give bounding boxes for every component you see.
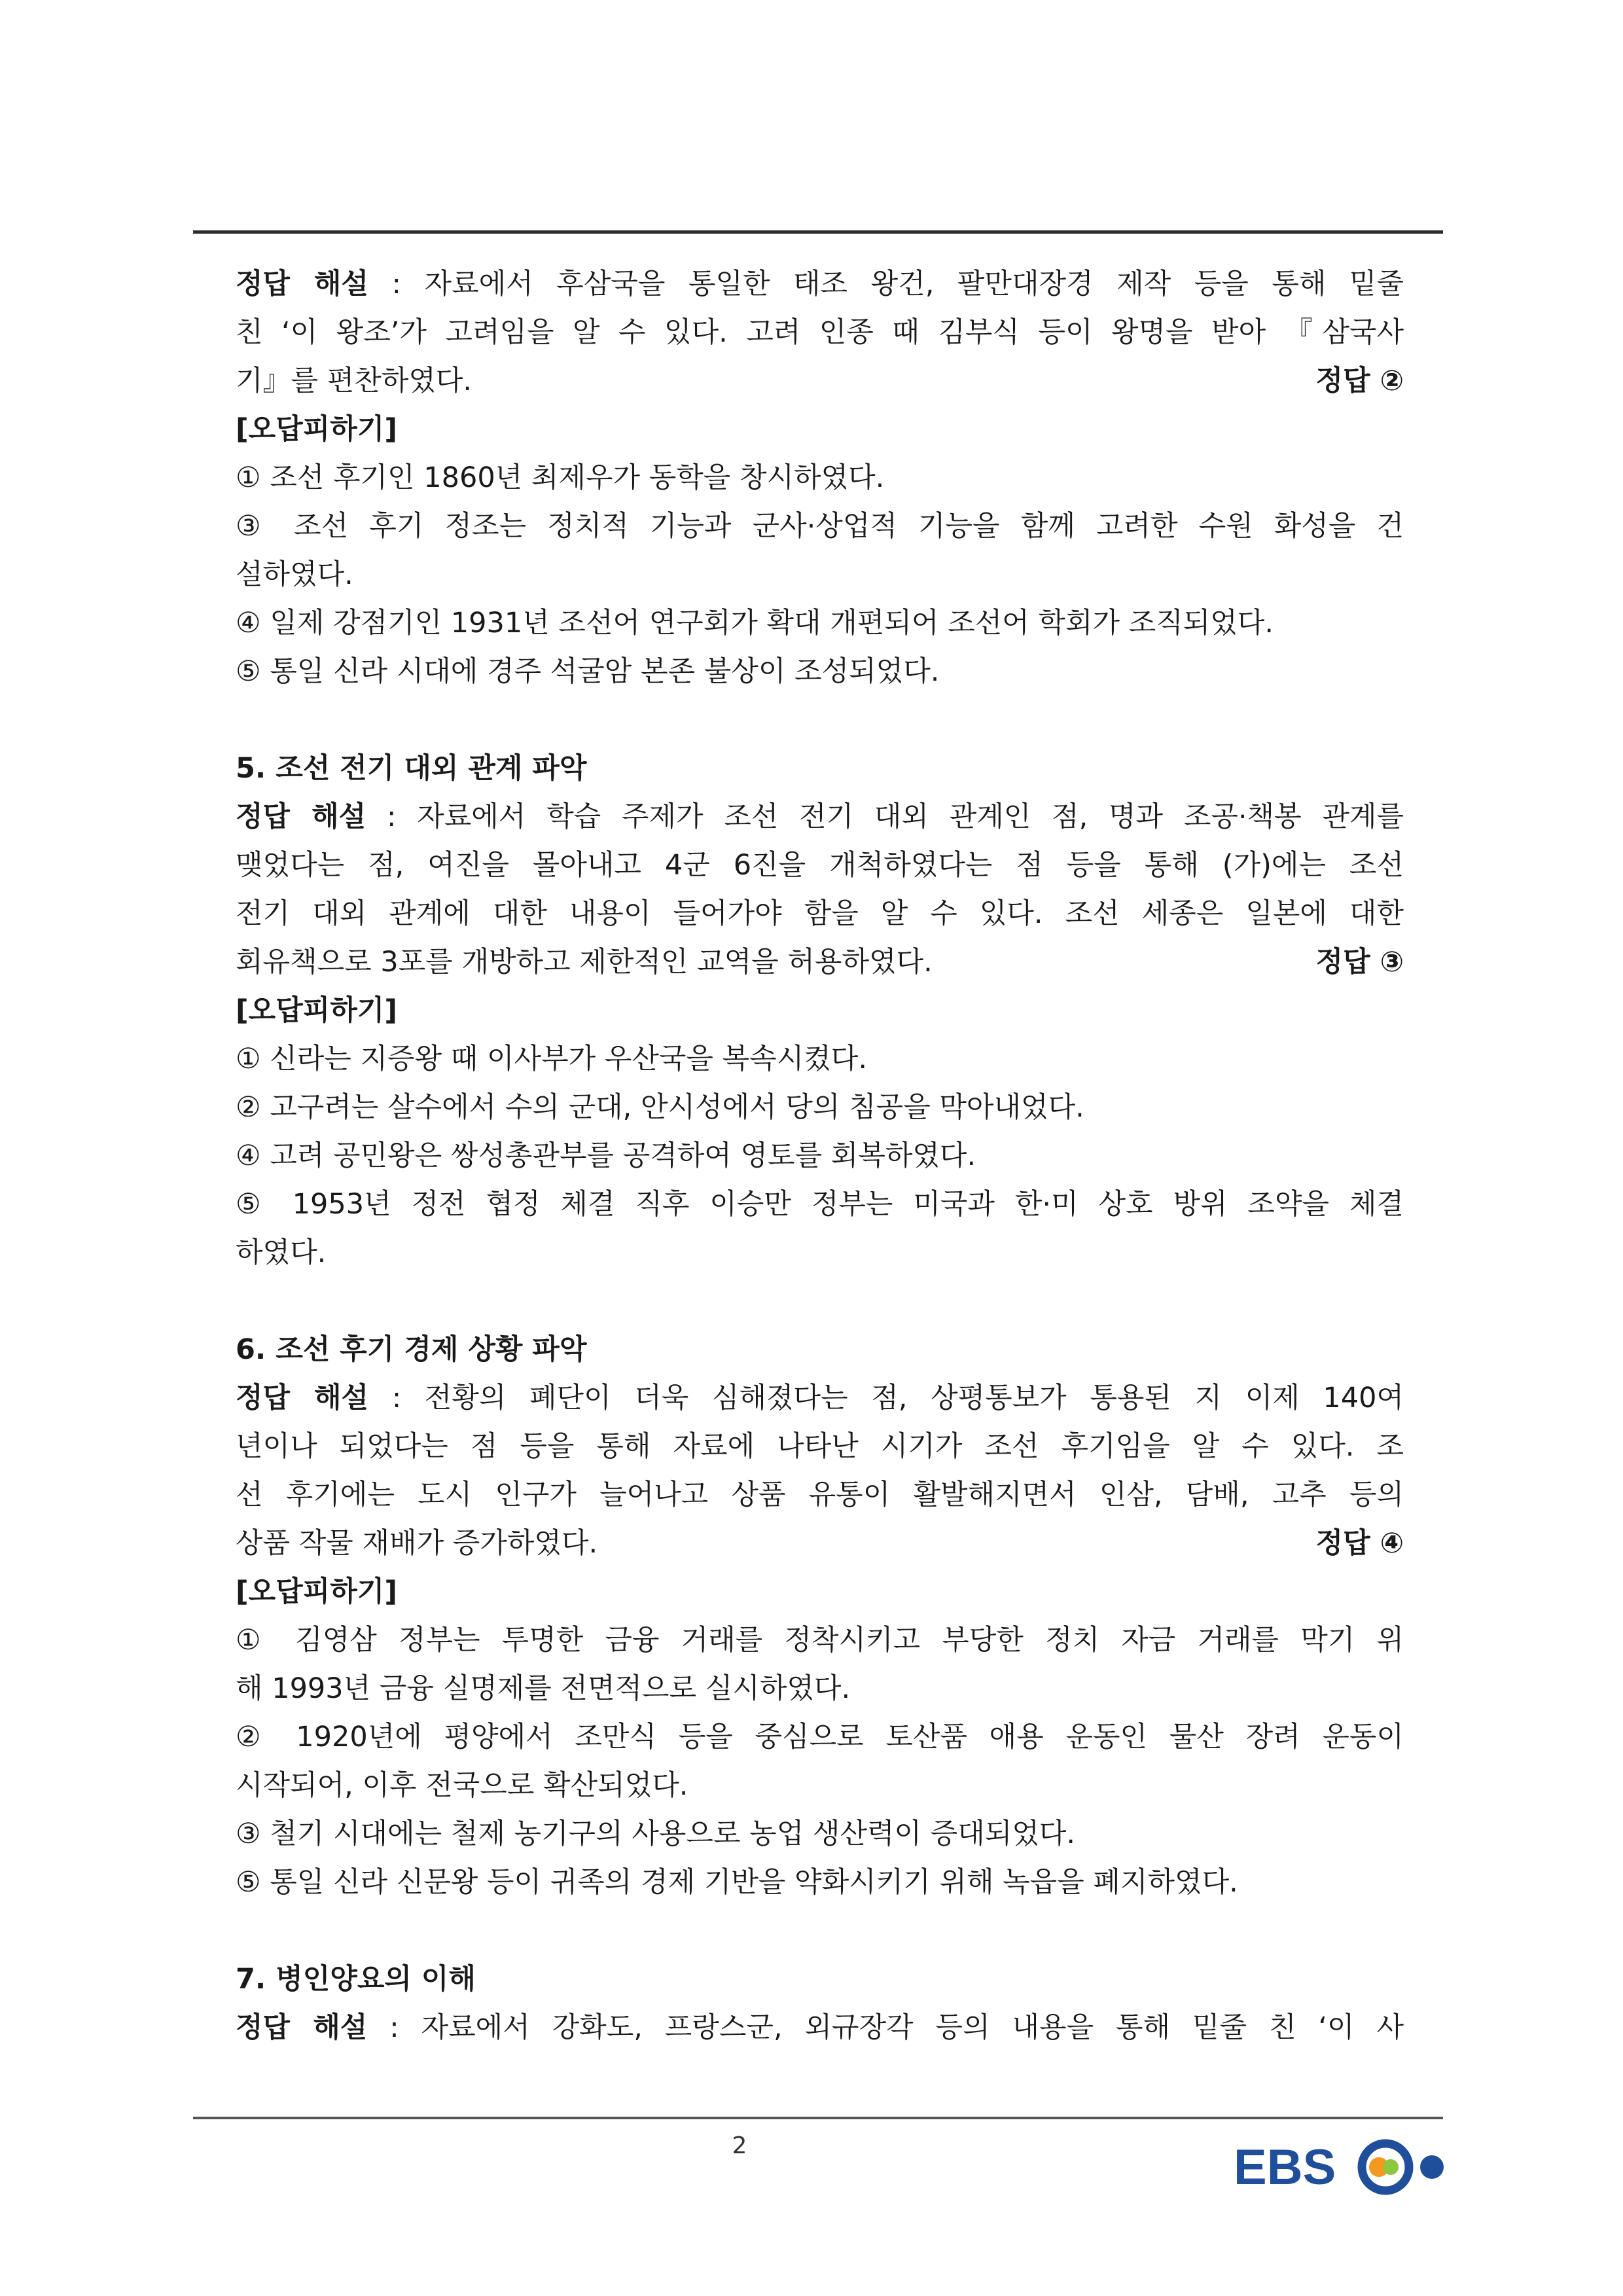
wrong-answer-item: ① 김영삼 정부는 투명한 금융 거래를 정착시키고 부당한 정치 자금 거래를 막기 위 [236,1624,1404,1657]
section-heading: 5. 조선 전기 대외 관계 파악 [236,752,587,785]
answer-label: 정답 ③ [1315,946,1404,978]
explanation-label: 정답 해설 [236,1382,369,1414]
wrong-answer-item: ② 고구려는 살수에서 수의 군대, 안시성에서 당의 침공을 막아내었다. [236,1091,1084,1124]
explanation-line: 정답 해설 : 자료에서 강화도, 프랑스군, 외규장각 등의 내용을 통해 밑줄 친 ‘이 사 [236,2011,1404,2044]
wrong-answer-item: ③ 조선 후기 정조는 정치적 기능과 군사·상업적 기능을 함께 고려한 수원 화성을 건 [236,510,1404,543]
wrong-answer-item-cont: 설하였다. [236,558,353,591]
explanation-line: 년이나 되었다는 점 등을 통해 자료에 나타난 시기가 조선 후기임을 알 수 있다. 조 [236,1430,1404,1463]
footer-rule [193,2117,1443,2119]
ebs-logo-icon [1234,2130,1456,2202]
section-heading: 7. 병인양요의 이해 [236,1963,476,1996]
section-heading: 6. 조선 후기 경제 상황 파악 [236,1333,587,1366]
wrong-answer-item-cont: 하였다. [236,1236,327,1269]
wrong-answer-item: ① 조선 후기인 1860년 최제우가 동학을 창시하였다. [236,461,885,494]
explanation-line: 상품 작물 재배가 증가하였다. 정답 ④ [236,1521,1404,1566]
explanation-line: 전기 대외 관계에 대한 내용이 들어가야 함을 알 수 있다. 조선 세종은 일본에 대한 [236,897,1404,930]
wrong-answer-item: ⑤ 1953년 정전 협정 체결 직후 이승만 정부는 미국과 한·미 상호 방위 조약을 체결 [236,1188,1404,1221]
answer-label: 정답 ② [1315,365,1404,397]
wrong-answer-item: ① 신라는 지증왕 때 이사부가 우산국을 복속시켰다. [236,1043,867,1075]
answer-label: 정답 ④ [1315,1527,1404,1560]
wrong-answer-heading: [오답피하기] [236,994,397,1027]
page-number: 2 [732,2132,747,2159]
wrong-answer-item: ② 1920년에 평양에서 조만식 등을 중심으로 토산품 애용 운동인 물산 장려 운동이 [236,1721,1404,1753]
wrong-answer-item: ③ 철기 시대에는 철제 농기구의 사용으로 농업 생산력이 증대되었다. [236,1818,1076,1850]
explanation-label: 정답 해설 [236,268,368,300]
wrong-answer-item: ④ 일제 강점기인 1931년 조선어 연구회가 확대 개편되어 조선어 학회가 조직되었다. [236,607,1274,639]
ebs-logo-text: EBS [1234,2140,1336,2195]
explanation-line: 회유책으로 3포를 개방하고 제한적인 교역을 허용하였다. 정답 ③ [236,940,1404,984]
wrong-answer-heading: [오답피하기] [236,413,397,446]
wrong-answer-item: ⑤ 통일 신라 신문왕 등이 귀족의 경제 기반을 약화시키기 위해 녹읍을 폐지하였다. [236,1866,1238,1899]
explanation-line: 정답 해설 : 전황의 폐단이 더욱 심해졌다는 점, 상평통보가 통용된 지 이제 140여 [236,1382,1404,1414]
explanation-line: 친 ‘이 왕조’가 고려임을 알 수 있다. 고려 인종 때 김부식 등이 왕명을 받아 『삼국사 [236,316,1404,349]
explanation-line: 기』를 편찬하였다. 정답 ② [236,359,1404,403]
explanation-line: 정답 해설 : 자료에서 학습 주제가 조선 전기 대외 관계인 점, 명과 조공·책봉 관계를 [236,800,1404,833]
explanation-line: 맺었다는 점, 여진을 몰아내고 4군 6진을 개척하였다는 점 등을 통해 (가)에는 조선 [236,849,1404,882]
wrong-answer-item-cont: 해 1993년 금융 실명제를 전면적으로 실시하였다. [236,1672,851,1705]
header-rule [193,230,1443,234]
wrong-answer-item: ④ 고려 공민왕은 쌍성총관부를 공격하여 영토를 회복하였다. [236,1139,976,1172]
explanation-line: 정답 해설 : 자료에서 후삼국을 통일한 태조 왕건, 팔만대장경 제작 등을 통해 밑줄 [236,268,1404,300]
wrong-answer-heading: [오답피하기] [236,1575,397,1608]
wrong-answer-item-cont: 시작되어, 이후 전국으로 확산되었다. [236,1769,688,1802]
explanation-line: 선 후기에는 도시 인구가 늘어나고 상품 유통이 활발해지면서 인삼, 담배, 고추 등의 [236,1479,1404,1511]
explanation-label: 정답 해설 [236,2011,368,2044]
wrong-answer-item: ⑤ 통일 신라 시대에 경주 석굴암 본존 불상이 조성되었다. [236,655,940,688]
explanation-label: 정답 해설 [236,800,366,833]
